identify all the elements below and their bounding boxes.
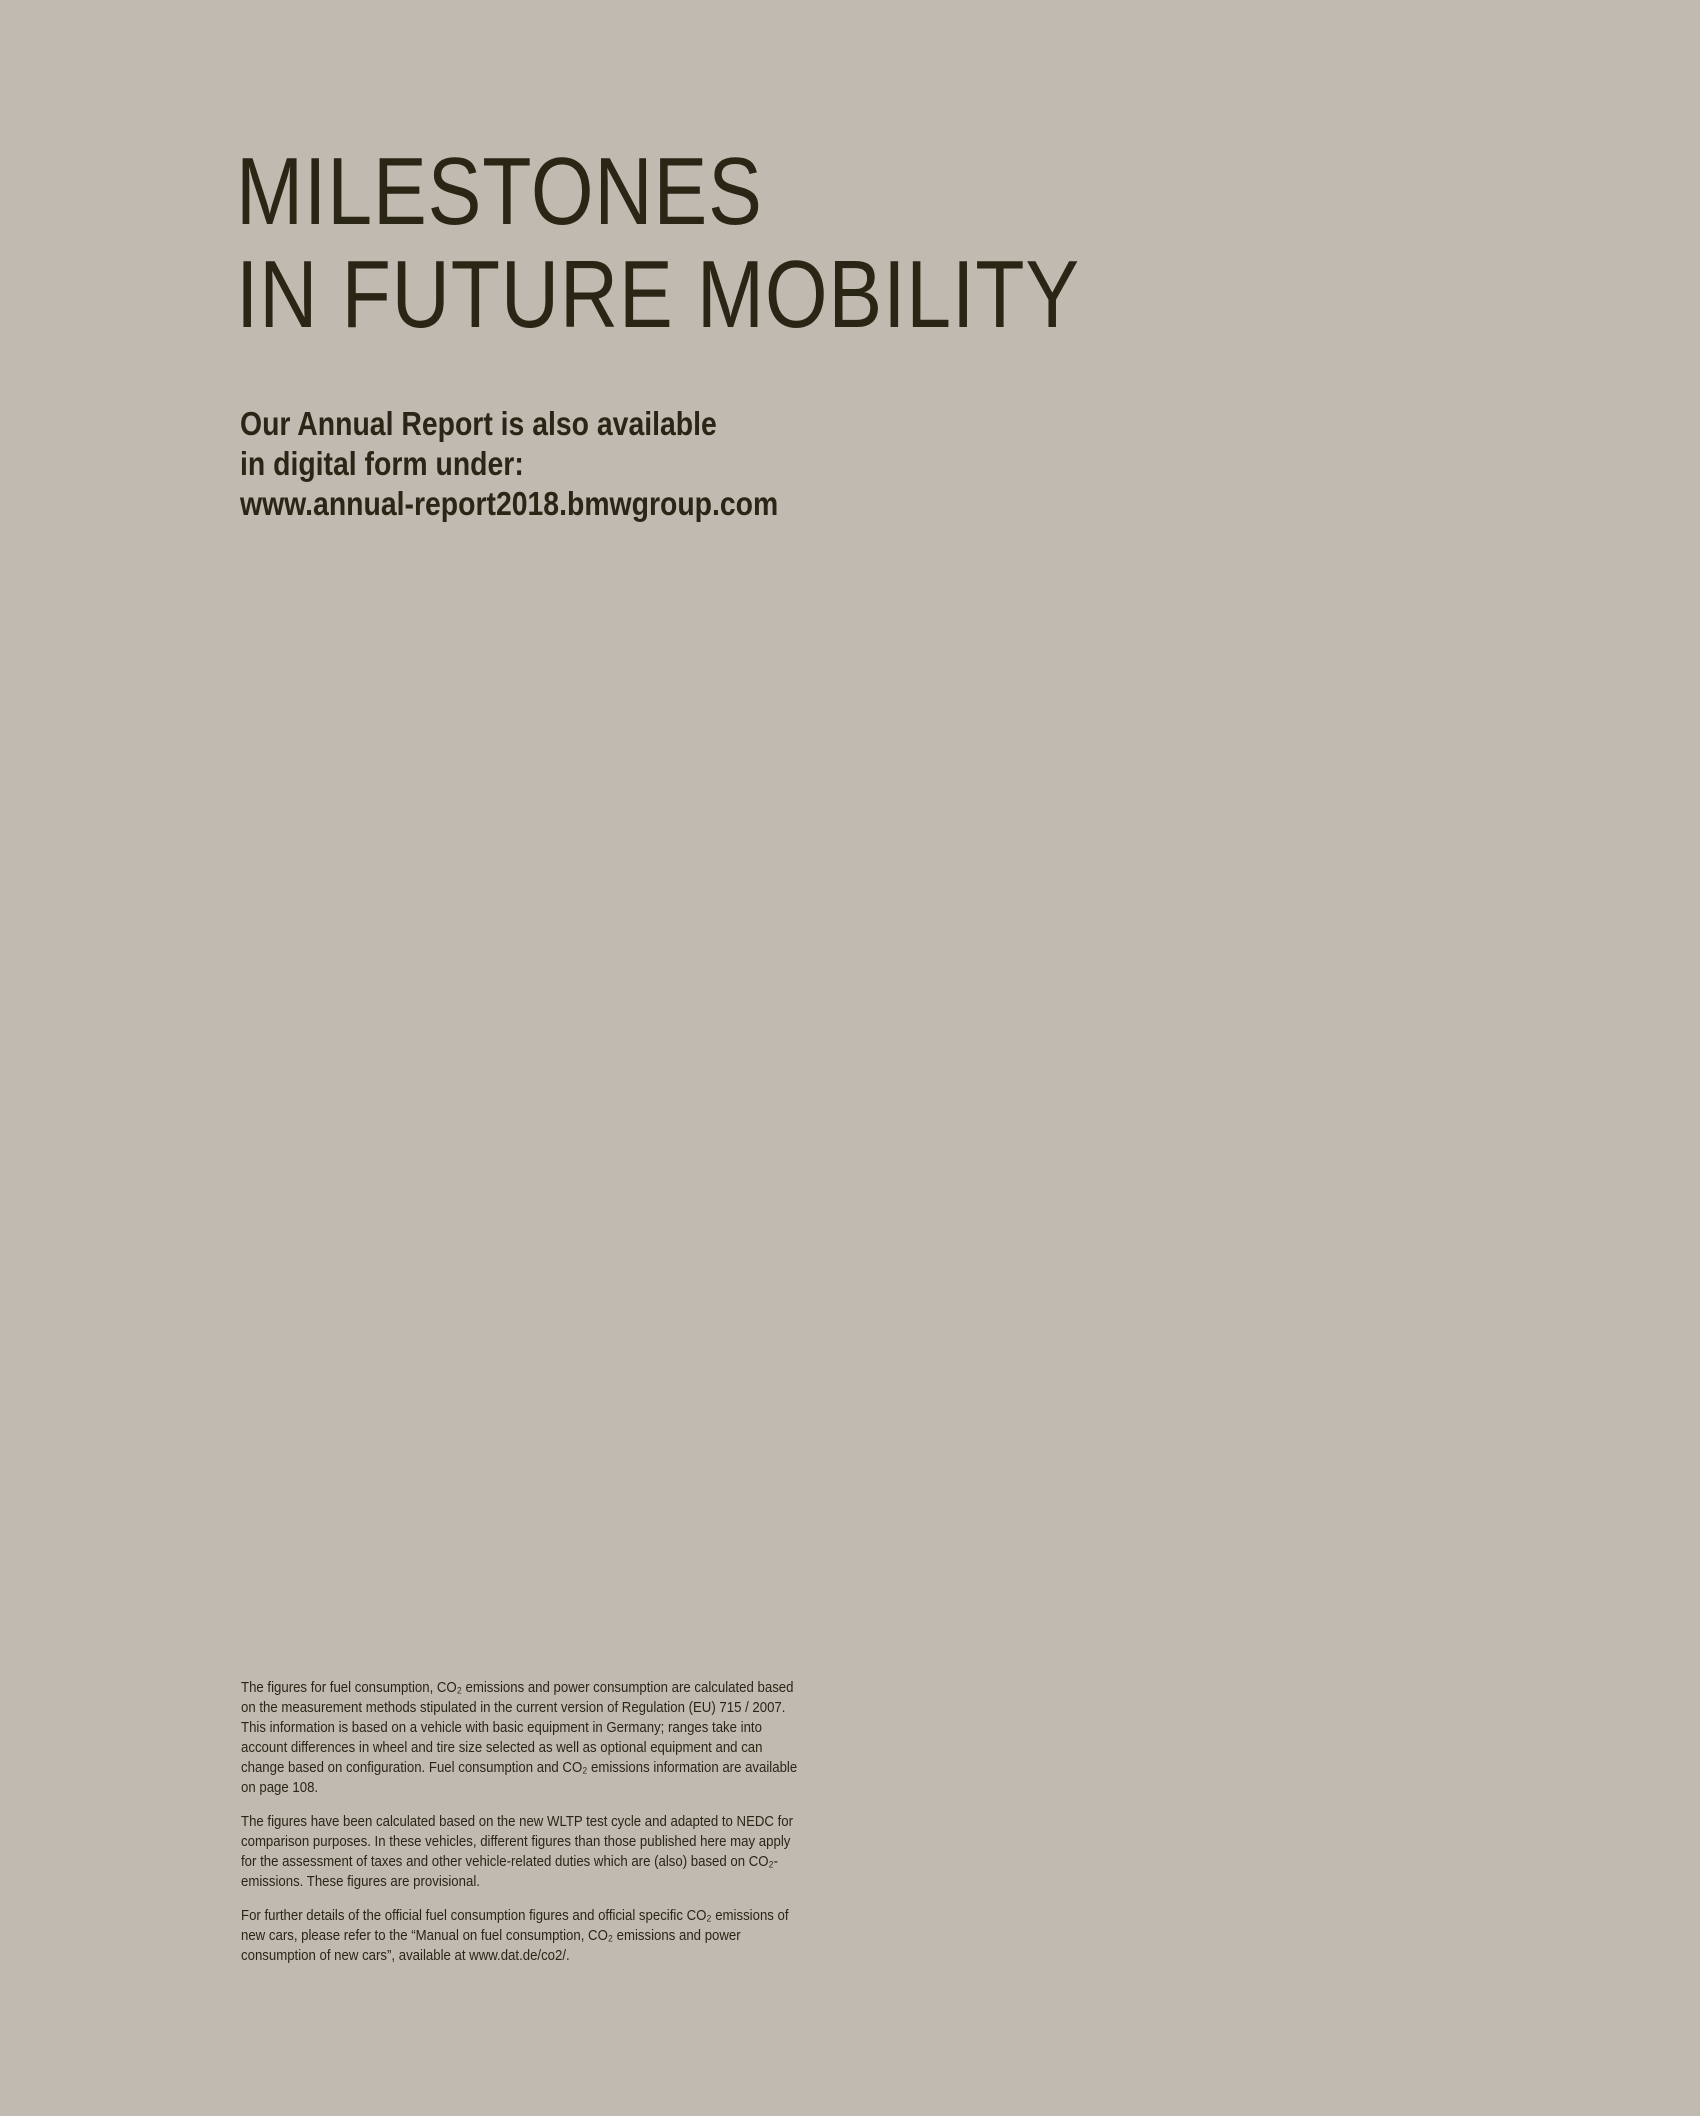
footnotes (241, 1678, 881, 1980)
title-line-1: MILESTONES (236, 138, 763, 245)
footnote-fuel-consumption: The figures for fuel consumption, CO₂ emissions and power consumption are calculated based on the measurement methods stipulated in the current version of Regulation (EU) 715 / 2007. This information is based on a vehicle with basic equipment in Germany; ranges take into account differences in wheel and tire size selected as well as optional equipment and can change based on configuration. Fuel consumption and CO₂ emissions information are available on page 108. (241, 1679, 798, 1796)
footnote-further-details: For further details of the official fuel consumption figures and official specific CO₂ emissions of new cars, please refer to the “Manual on fuel consumption, CO₂ emissions and power consumption of new cars”, available at www.dat.de/co2/. (241, 1907, 789, 1964)
title-line-2: IN FUTURE MOBILITY (236, 241, 1080, 348)
report-url: www.annual-report2018.bmwgroup.com (240, 485, 779, 522)
intro-line-1: Our Annual Report is also available (240, 405, 717, 442)
digital-availability-note (240, 404, 1140, 524)
intro-line-2: in digital form under: (240, 445, 524, 482)
footnote-wltp: The figures have been calculated based on the new WLTP test cycle and adapted to NEDC for comparison purposes. In these vehicles, different figures than those published here may apply for the assessment of taxes and other vehicle-related duties which are (also) based on CO₂-emissions. These figures are provisional. (241, 1813, 794, 1890)
page-title (236, 140, 1236, 346)
